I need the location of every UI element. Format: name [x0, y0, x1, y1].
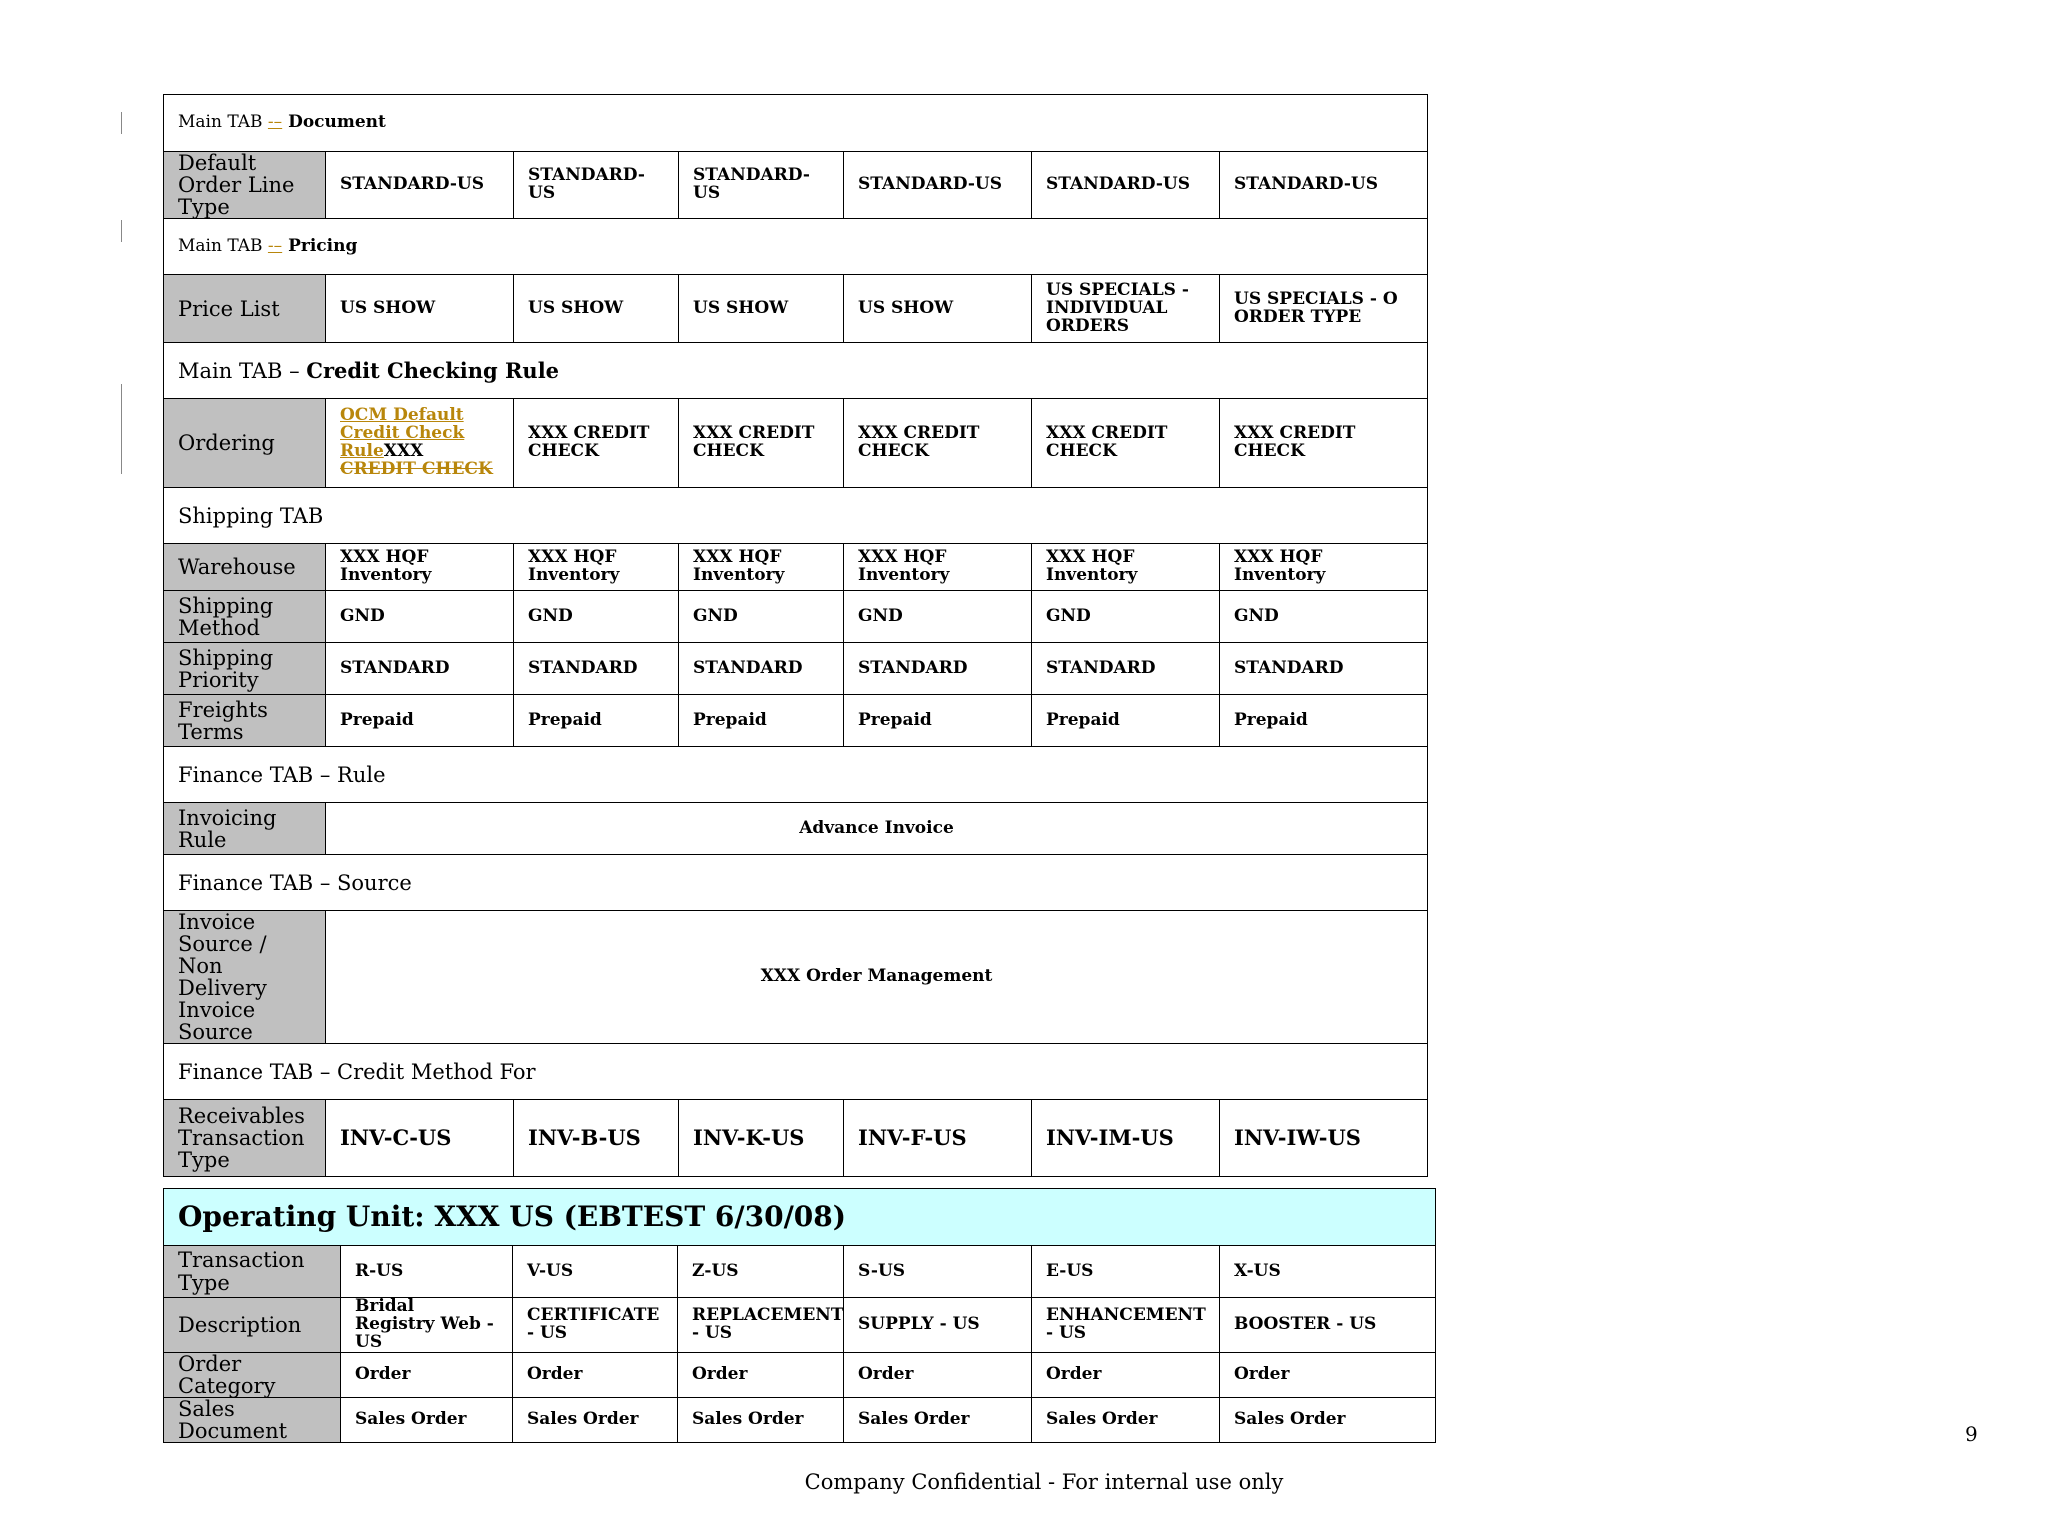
row-transaction-type: [164, 1246, 1436, 1298]
cell: Order: [844, 1352, 1032, 1397]
section-row-finance-credit-method: Finance TAB – Credit Method For: [164, 1044, 1428, 1100]
cell: GND: [326, 591, 514, 643]
cell: BOOSTER - US: [1220, 1298, 1436, 1353]
cell: Sales Order: [844, 1397, 1032, 1442]
cell: XXX CREDIT CHECK: [1220, 399, 1428, 488]
operating-unit-header: [164, 1189, 1436, 1246]
change-bar: [121, 220, 122, 242]
row-order-category: [164, 1352, 1436, 1397]
row-description: [164, 1298, 1436, 1353]
section-row-pricing: Main TAB -– Pricing: [164, 219, 1428, 275]
cell: XXX HQF Inventory: [514, 544, 679, 591]
row-label: Default Order Line Type: [164, 152, 326, 219]
row-price-list: [164, 275, 1428, 343]
cell: Sales Order: [341, 1397, 513, 1442]
cell: Prepaid: [326, 695, 514, 747]
cell: GND: [844, 591, 1032, 643]
row-shipping-priority: [164, 643, 1428, 695]
row-invoice-source: [164, 911, 1428, 1044]
cell: US SHOW: [326, 275, 514, 343]
cell: XXX HQF Inventory: [1220, 544, 1428, 591]
row-label: Invoicing Rule: [164, 803, 326, 855]
row-label: Description: [164, 1298, 341, 1353]
row-label: Price List: [164, 275, 326, 343]
cell: STANDARD: [326, 643, 514, 695]
cell: Sales Order: [1220, 1397, 1436, 1442]
row-label: Shipping Priority: [164, 643, 326, 695]
cell: STANDARD: [514, 643, 679, 695]
cell: INV-K-US: [679, 1100, 844, 1177]
merged-cell: XXX Order Management: [326, 911, 1428, 1044]
cell: STANDARD-US: [1220, 152, 1428, 219]
row-label: Order Category: [164, 1352, 341, 1397]
cell: Order: [1220, 1352, 1436, 1397]
cell: E-US: [1032, 1246, 1220, 1298]
section-row-document: Main TAB -– Document: [164, 95, 1428, 152]
cell: V-US: [513, 1246, 678, 1298]
row-warehouse: [164, 544, 1428, 591]
cell: ENHANCEMENT - US: [1032, 1298, 1220, 1353]
row-label: Shipping Method: [164, 591, 326, 643]
cell: Sales Order: [678, 1397, 844, 1442]
cell: INV-F-US: [844, 1100, 1032, 1177]
operating-unit-title: Operating Unit: XXX US (EBTEST 6/30/08): [164, 1189, 1436, 1246]
page-footer: Company Confidential - For internal use only: [804, 1470, 1284, 1494]
cell: CERTIFICATE - US: [513, 1298, 678, 1353]
cell: Prepaid: [1220, 695, 1428, 747]
cell: STANDARD: [1032, 643, 1220, 695]
cell: US SHOW: [514, 275, 679, 343]
cell: Order: [513, 1352, 678, 1397]
cell: STANDARD-US: [844, 152, 1032, 219]
cell: Order: [1032, 1352, 1220, 1397]
cell: SUPPLY - US: [844, 1298, 1032, 1353]
deleted-text: CREDIT CHECK: [340, 458, 493, 479]
row-label: Ordering: [164, 399, 326, 488]
cell: US SHOW: [844, 275, 1032, 343]
cell: Prepaid: [514, 695, 679, 747]
row-receivables-transaction-type: [164, 1100, 1428, 1177]
section-row-shipping: Shipping TAB: [164, 488, 1428, 544]
row-label: Warehouse: [164, 544, 326, 591]
cell: US SHOW: [679, 275, 844, 343]
cell: Order: [341, 1352, 513, 1397]
cell: STANDARD-US: [514, 152, 679, 219]
section-row-finance-source: Finance TAB – Source: [164, 855, 1428, 911]
cell: XXX CREDIT CHECK: [514, 399, 679, 488]
row-sales-document: [164, 1397, 1436, 1442]
cell: GND: [679, 591, 844, 643]
cell: STANDARD: [1220, 643, 1428, 695]
cell: XXX CREDIT CHECK: [844, 399, 1032, 488]
row-default-order-line-type: [164, 152, 1428, 219]
cell-revised: OCM Default Credit Check RuleXXX CREDIT CHECK: [326, 399, 514, 488]
cell: GND: [1032, 591, 1220, 643]
cell: US SPECIALS - INDIVIDUAL ORDERS: [1032, 275, 1220, 343]
cell: XXX CREDIT CHECK: [1032, 399, 1220, 488]
cell: XXX HQF Inventory: [679, 544, 844, 591]
cell: Prepaid: [679, 695, 844, 747]
row-ordering: [164, 399, 1428, 488]
row-label: Transaction Type: [164, 1246, 341, 1298]
cell: INV-IW-US: [1220, 1100, 1428, 1177]
cell: GND: [514, 591, 679, 643]
cell: XXX HQF Inventory: [1032, 544, 1220, 591]
inserted-text: OCM Default Credit Check Rule: [340, 405, 465, 462]
cell: GND: [1220, 591, 1428, 643]
cell: STANDARD-US: [679, 152, 844, 219]
row-label: Sales Document: [164, 1397, 341, 1442]
cell: Prepaid: [1032, 695, 1220, 747]
page-number: 9: [1965, 1422, 1978, 1446]
cell: Z-US: [678, 1246, 844, 1298]
cell: STANDARD: [679, 643, 844, 695]
cell: STANDARD-US: [326, 152, 514, 219]
cell: Sales Order: [1032, 1397, 1220, 1442]
cell: REPLACEMENT - US: [678, 1298, 844, 1353]
cell: X-US: [1220, 1246, 1436, 1298]
row-label: Invoice Source / Non Delivery Invoice Source: [164, 911, 326, 1044]
row-label: Freights Terms: [164, 695, 326, 747]
merged-cell: Advance Invoice: [326, 803, 1428, 855]
row-shipping-method: [164, 591, 1428, 643]
cell: XXX CREDIT CHECK: [679, 399, 844, 488]
cell: STANDARD-US: [1032, 152, 1220, 219]
cell: STANDARD: [844, 643, 1032, 695]
cell: S-US: [844, 1246, 1032, 1298]
order-type-settings-table: [163, 94, 1428, 1177]
row-freights-terms: [164, 695, 1428, 747]
section-row-credit-checking: Main TAB – Credit Checking Rule: [164, 343, 1428, 399]
cell: INV-IM-US: [1032, 1100, 1220, 1177]
cell: Sales Order: [513, 1397, 678, 1442]
change-bar: [121, 384, 122, 474]
cell: Bridal Registry Web - US: [341, 1298, 513, 1353]
row-invoicing-rule: [164, 803, 1428, 855]
row-label: Receivables Transaction Type: [164, 1100, 326, 1177]
operating-unit-table: [163, 1188, 1436, 1443]
change-bar: [121, 112, 122, 134]
cell: XXX HQF Inventory: [326, 544, 514, 591]
cell: Order: [678, 1352, 844, 1397]
cell: R-US: [341, 1246, 513, 1298]
cell: INV-C-US: [326, 1100, 514, 1177]
section-row-finance-rule: Finance TAB – Rule: [164, 747, 1428, 803]
cell: US SPECIALS - O ORDER TYPE: [1220, 275, 1428, 343]
cell: XXX HQF Inventory: [844, 544, 1032, 591]
cell: Prepaid: [844, 695, 1032, 747]
cell: INV-B-US: [514, 1100, 679, 1177]
